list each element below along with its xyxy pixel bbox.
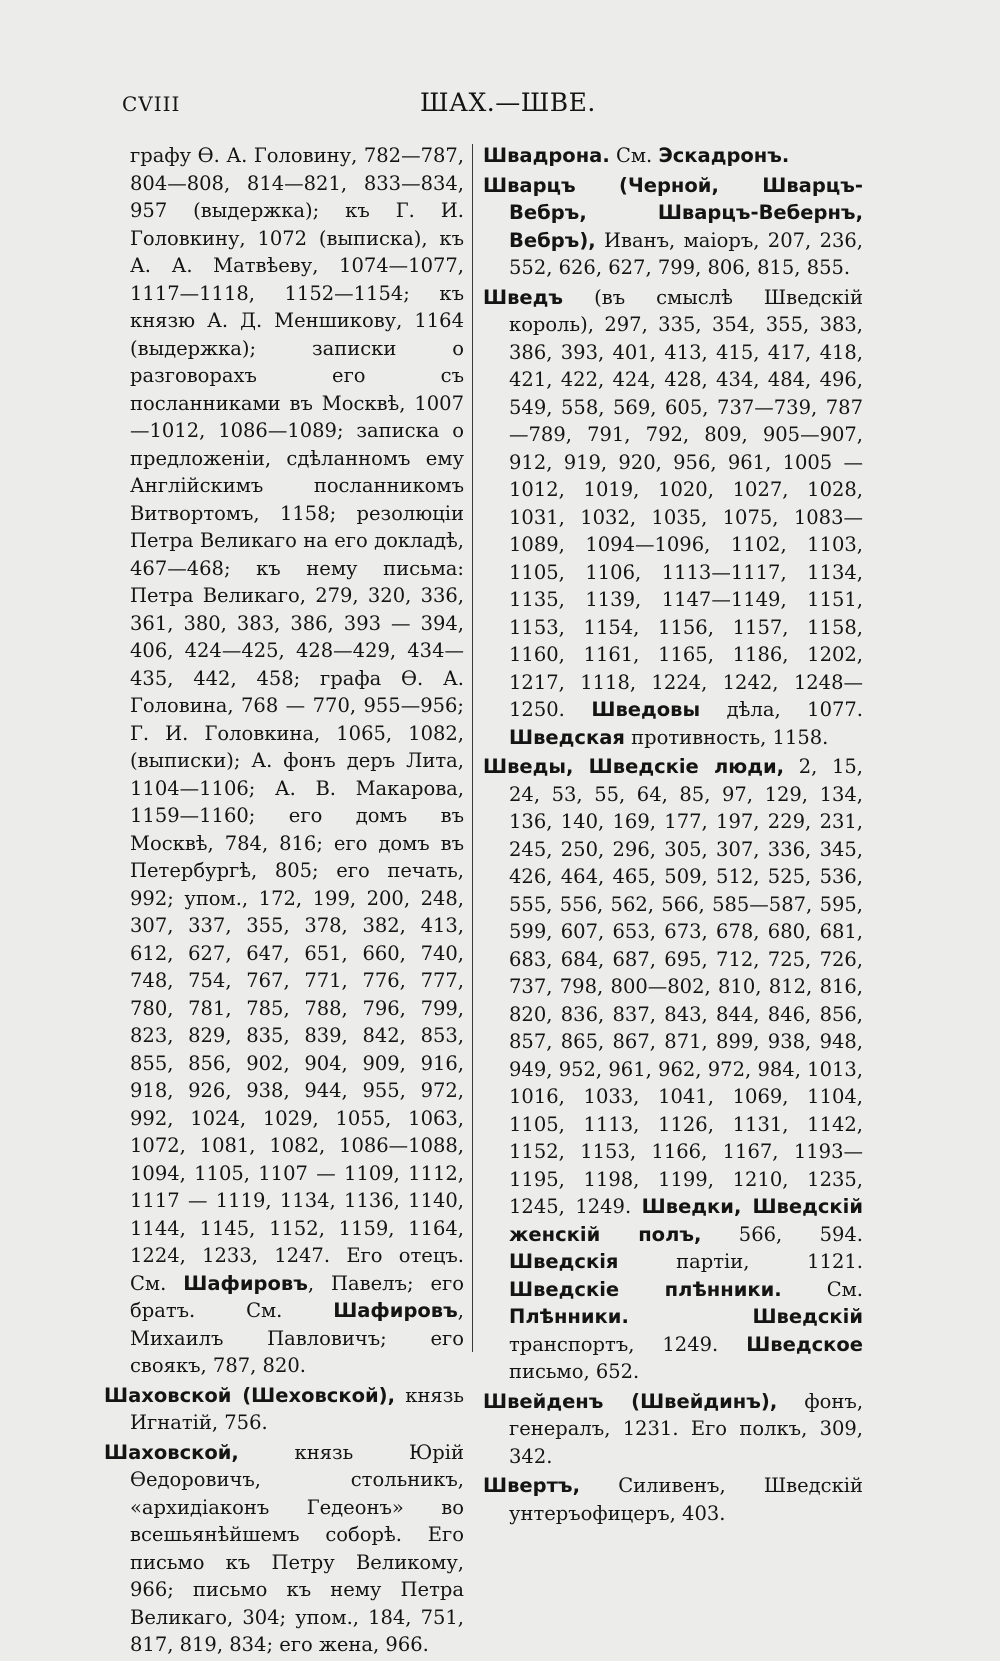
entry-text: транспортъ, 1249. <box>509 1332 719 1356</box>
entry-headword: Швадрона. <box>483 144 610 167</box>
entry-text: партіи, 1121. <box>676 1250 863 1273</box>
entry-headword: Шварцъ (Черной, Шварцъ-Вебръ, Шварцъ-Вебернъ, Вебръ), <box>483 173 863 252</box>
cross-reference: Эскадронъ. <box>658 144 790 167</box>
entry-text: противность, 1158. <box>631 725 829 749</box>
entry-headword: Шаховской, <box>104 1440 239 1464</box>
entry-headword: Швертъ, <box>483 1474 580 1497</box>
entry-text: письмо, 652. <box>509 1360 640 1383</box>
index-entry <box>483 1388 863 1471</box>
entry-text: дѣла, 1077. <box>726 698 863 721</box>
cross-reference: Шафировъ <box>183 1271 308 1295</box>
index-entry <box>104 1439 464 1659</box>
subentry-headword: Шведовы <box>591 698 701 721</box>
entry-text: 566, 594. <box>738 1222 863 1246</box>
right-column <box>483 142 863 1529</box>
entry-text: (въ смыслѣ Шведскій король), 297, 335, 354, 355, 383, 386, 393, 401, 413, 415, 417, 418, 421, 422, 424, 428, 434, 484, 496, 549, 558, 569, 605, 737—739, 787—789, 791, 792, 809, 905—907, 912, 919, 920, 956, 961, 1005 — 1012, 1019, 1020, 1027, 1028, 1031, 1032, 1035, 1075, 1083—1089, 1094—1096, 1102, 1103, 1105, 1106, 1113—1117, 1134, 1135, 1139, 1147—1149, 1151, 1153, 1154, 1156, 1157, 1158, 1160, 1161, 1165, 1186, 1202, 1217, 1118, 1224, 1242, 1248—1250. <box>509 285 864 721</box>
subentry-headword: Шведское <box>746 1332 864 1356</box>
entry-text: 2, 15, 24, 53, 55, 64, 85, 97, 129, 134, 136, 140, 169, 177, 197, 229, 231, 245, 250, 296, 305, 307, 336, 345, 426, 464, 465, 509, 512, 525, 536, 555, 556, 562, 566, 585—587, 595, 599, 607, 653, 673, 678, 680, 681, 683, 684, 687, 695, 712, 725, 726, 737, 798, 800—802, 810, 812, 816, 820, 836, 837, 843, 844, 846, 856, 857, 865, 867, 871, 899, 938, 948, 949, 952, 961, 962, 972, 984, 1013, 1016, 1033, 1041, 1069, 1104, 1105, 1113, 1126, 1131, 1142, 1152, 1153, 1166, 1167, 1193—1195, 1198, 1199, 1210, 1235, 1245, 1249. <box>509 755 863 1218</box>
running-head: ШАХ.—ШВЕ. <box>420 88 596 117</box>
entry-text: Силивенъ, Шведскій унтеръофицеръ, 403. <box>509 1474 863 1525</box>
entry-continuation <box>104 142 464 1380</box>
index-entry <box>483 142 863 170</box>
entry-headword: Швейденъ (Швейдинъ), <box>483 1389 778 1413</box>
subentry-headword: Шведская <box>509 725 625 749</box>
entry-text: , Павелъ; его братъ. См. <box>130 1271 465 1322</box>
left-column <box>104 142 464 1661</box>
entry-headword: Шведы, Шведскіе люди, <box>483 755 785 778</box>
entry-text: князь Игнатій, 756. <box>130 1383 464 1434</box>
entry-headword: Шведъ <box>483 285 564 309</box>
cross-reference: Шафировъ <box>333 1299 458 1322</box>
index-entry <box>483 753 863 1386</box>
entry-text: графу Ѳ. А. Головину, 782—787, 804—808, 814—821, 833—834, 957 (выдержка); къ Г. И. Головкину, 1072 (выписка), къ А. А. Матвѣеву, 1074—1077, 1117—1118, 1152—1154; къ князю А. Д. Меншикову, 1164 (выдержка); записки о разговорахъ его съ посланниками въ Москвѣ, 1007—1012, 1086—1089; записка о предложеніи, сдѣланномъ ему Англійскимъ посланникомъ Витвортомъ, 1158; резолюціи Петра Великаго на его докладѣ, 467—468; къ нему письма: Петра Великаго, 279, 320, 336, 361, 380, 383, 386, 393 — 394, 406, 424—425, 428—429, 434—435, 442, 458; графа Ѳ. А. Головина, 768 — 770, 955—956; Г. И. Головкина, 1065, 1082, (выписки); А. фонъ деръ Лита, 1104—1106; А. В. Макарова, 1159—1160; его домъ въ Москвѣ, 784, 816; его домъ въ Петербургѣ, 805; его печать, 992; упом., 172, 199, 200, 248, 307, 337, 355, 378, 382, 413, 612, 627, 647, 651, 660, 740, 748, 754, 767, 771, 776, 777, 780, 781, 785, 788, 796, 799, 823, 829, 835, 839, 842, 853, 855, 856, 902, 904, 909, 916, 918, 926, 938, 944, 955, 972, 992, 1024, 1029, 1055, 1063, 1072, 1081, 1082, 1086—1088, 1094, 1105, 1107 — 1109, 1112, 1117 — 1119, 1134, 1136, 1140, 1144, 1145, 1152, 1159, 1164, 1224, 1233, 1247. <box>130 144 464 1267</box>
subentry-headword: Шведки, Шведскій женскій полъ, <box>509 1195 863 1246</box>
entry-text: Иванъ, маіоръ, 207, 236, 552, 626, 627, 799, 806, 815, 855. <box>509 228 863 279</box>
subentry-headword: Шведскій <box>752 1305 863 1328</box>
entry-text: , Михаилъ Павловичъ; его своякъ, 787, 820. <box>130 1299 464 1377</box>
page-number: CVIII <box>122 92 181 116</box>
index-entry <box>104 1382 464 1437</box>
entry-text: См. <box>826 1277 864 1301</box>
entry-text: князь Юрій Ѳедоровичъ, стольникъ, «архидіаконъ Гедеонъ» во всешьянѣйшемъ соборѣ. Его письмо къ Петру Великому, 966; письмо къ нему Петра Великаго, 304; упом., 184, 751, 817, 819, 834; его жена, 966. <box>130 1440 464 1656</box>
entry-text: фонъ, генералъ, 1231. Его полкъ, 309, 342. <box>509 1389 864 1468</box>
entry-text: Его отецъ. См. <box>130 1244 464 1295</box>
index-entry <box>483 1472 863 1527</box>
entry-headword: Шаховской (Шеховской), <box>104 1383 395 1407</box>
subentry-headword: Шведскіе плѣнники. <box>509 1277 782 1301</box>
index-entry <box>483 172 863 282</box>
subentry-headword: Шведскія <box>509 1250 619 1273</box>
column-divider <box>472 144 473 1352</box>
index-entry <box>483 284 863 752</box>
cross-reference: Плѣнники. <box>509 1305 629 1328</box>
entry-text: См. <box>615 144 653 167</box>
